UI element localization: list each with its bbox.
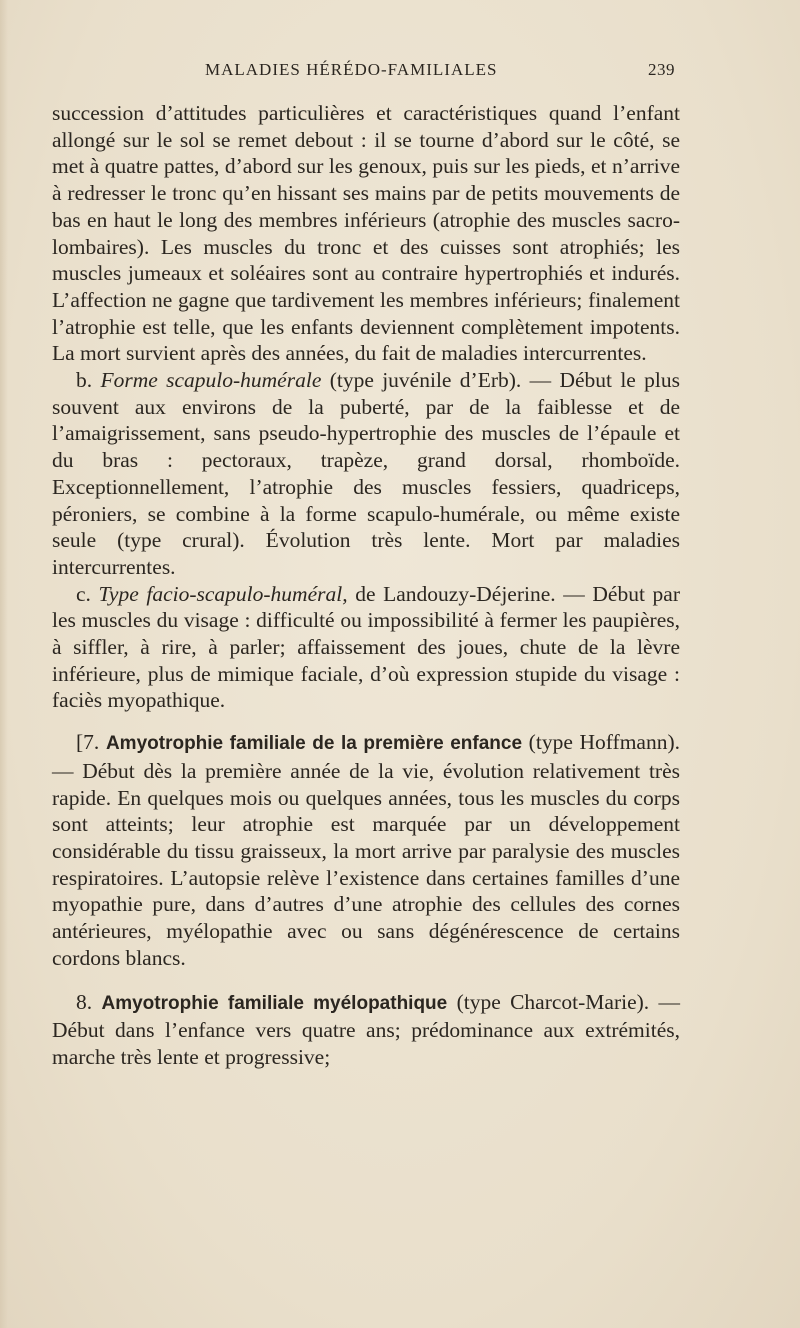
item-title: Amyotrophie familiale myélopathique	[101, 992, 448, 1014]
item-text: (type juvénile d’Erb). — Début le plus souvent aux environs de la puberté, par de la faiblesse et de l’amaigrissement, sans pseudo-hypertrophie des muscles de l’épaule et du bras : pectoraux, trapèze, grand dorsal, rhomboïde. Exceptionnellement, l’atrophie des muscles fessiers, quadriceps, péroniers, se combine à la forme scapulo-humérale, ou même existe seule (type crural). Évolution très lente. Mort par maladies intercurrentes.	[52, 368, 681, 579]
running-title: MALADIES HÉRÉDO-FAMILIALES	[205, 60, 498, 79]
item-label: c.	[76, 581, 91, 606]
item-title: Forme scapulo-humérale	[100, 368, 322, 393]
page-edge-shadow	[0, 0, 8, 1328]
item-text: de Landouzy-Déjerine. — Début par les muscles du visage : difficulté ou impossibilité à fermer les paupières, à siffler, à rire, à parler; affaissement des joues, chute de la lèvre inférieure, plus de mimique faciale, d’où expression stupide du visage : faciès myopathique.	[52, 581, 680, 713]
item-title: Type facio-scapulo-huméral,	[98, 581, 348, 606]
item-text: (type Charcot-Marie). — Début dans l’enfance vers quatre ans; prédominance aux extrémités, marche très lente et progressive;	[52, 989, 681, 1069]
item-label: 8.	[76, 989, 93, 1014]
item-title: Amyotrophie familiale de la première enfance	[105, 733, 523, 755]
page-number: 239	[648, 60, 675, 79]
paragraph-type-facio-scapulo-humeral	[52, 581, 680, 715]
item-label: b.	[76, 368, 93, 393]
paragraph-continuation: succession d’attitudes particulières et caractéristiques quand l’enfant allongé sur le sol se remet debout : il se tourne d’abord sur le côté, se met à quatre pattes, d’abord sur les genoux, puis sur les pieds, et n’arrive à redresser le tronc qu’en hissant ses mains par de petits mouvements de bas en haut le long des membres inférieurs (atrophie des muscles sacro-lombaires). Les muscles du tronc et des cuisses sont atrophiés; les muscles jumeaux et soléaires sont au contraire hypertrophiés et indurés. L’affection ne gagne que tardivement les membres inférieurs; finalement l’atrophie est telle, que les enfants deviennent complètement impotents. La mort survient après des années, du fait de maladies intercurrentes.	[52, 101, 680, 366]
paragraph-forme-scapulo-humerale	[52, 367, 680, 581]
page-body	[52, 100, 680, 1071]
item-label: [7.	[76, 730, 100, 755]
paragraph-amyotrophie-myelopathique	[52, 989, 680, 1071]
item-text: (type Hoffmann). — Début dès la première année de la vie, évolution relativement très rapide. En quelques mois ou quelques années, tous les muscles du corps sont atteints; leur atrophie est marquée par un développement considérable du tissu graisseux, la mort arrive par paralysie des muscles respiratoires. L’autopsie relève l’existence dans certaines familles d’une myopathie pure, dans d’autres d’une atrophie des cellules des cornes antérieures, myélopathie avec ou sans dégénérescence de certains cordons blancs.	[52, 730, 681, 970]
paragraph-amyotrophie-premiere-enfance	[52, 729, 680, 971]
page-header	[205, 60, 675, 86]
